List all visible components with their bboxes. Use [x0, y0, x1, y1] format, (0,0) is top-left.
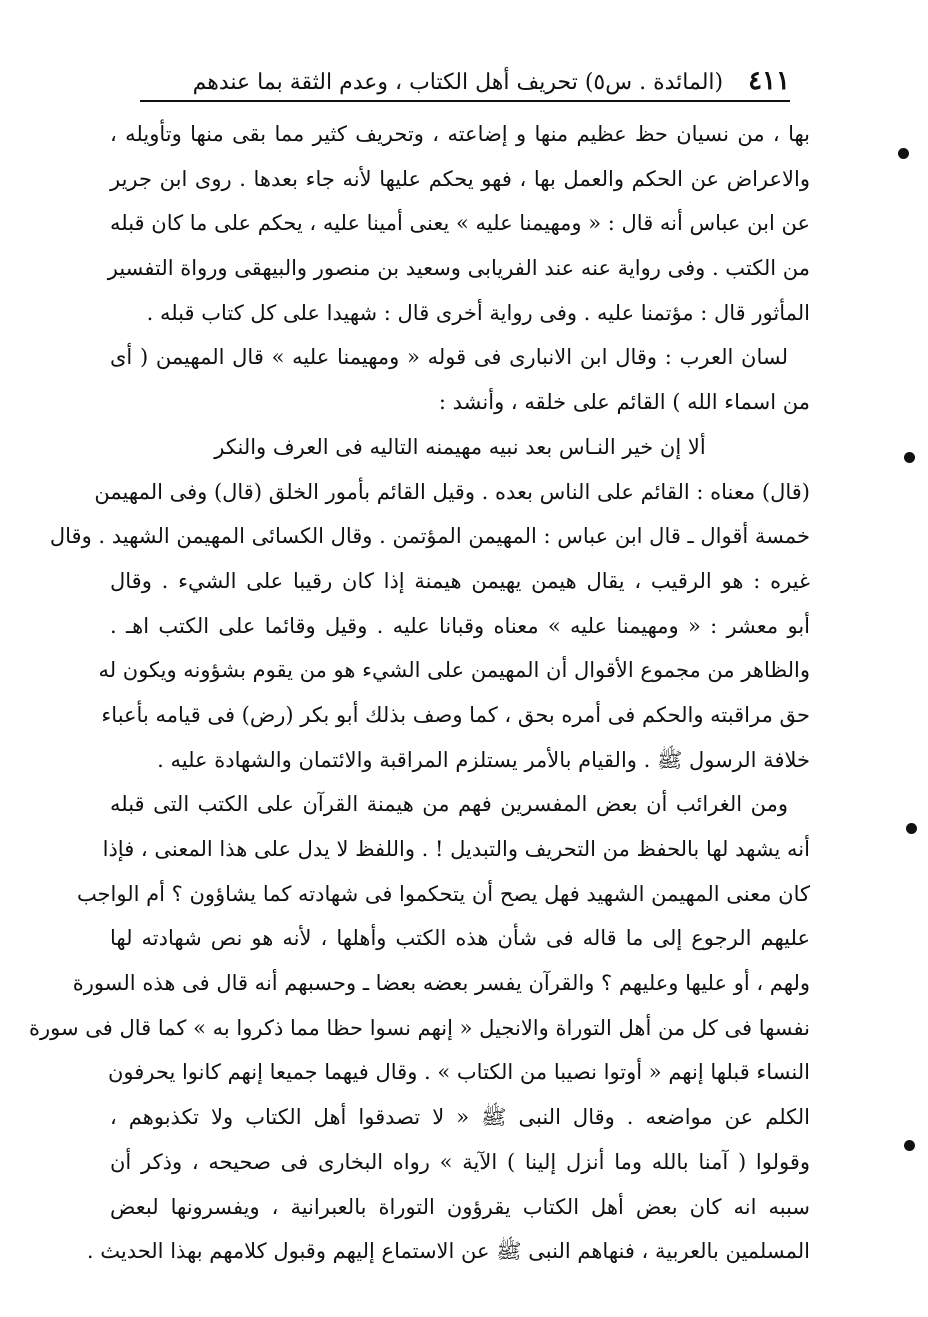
binding-hole-mark: [904, 1140, 915, 1151]
text-line: ولهم ، أو عليها وعليهم ؟ والقرآن يفسر بعضه بعضا ـ وحسبهم أنه قال فى هذه السورة: [72, 971, 810, 996]
text-line: المسلمين بالعربية ، فنهاهم النبى ﷺ عن الاستماع إليهم وقبول كلامهم بهذا الحديث .: [86, 1239, 810, 1264]
text-line: عن ابن عباس أنه قال : « ومهيمنا عليه » يعنى أمينا عليه ، يحكم على ما كان قبله: [110, 211, 810, 236]
text-line: الكلم عن مواضعه . وقال النبى ﷺ « لا تصدقوا أهل الكتاب ولا تكذبوهم ،: [110, 1105, 810, 1130]
poem-verse: ألا إن خير النـاس بعد نبيه مهيمنه التاليه فى العرف والنكر: [214, 434, 706, 459]
text-line: والظاهر من مجموع الأقوال أن المهيمن على الشيء هو من يقوم بشؤونه ويكون له: [98, 658, 810, 683]
text-line: سببه انه كان بعض أهل الكتاب يقرؤون التوراة بالعبرانية ، ويفسرونها لبعض: [110, 1194, 810, 1219]
running-header: [110, 62, 790, 100]
text-line: من اسماء الله ) القائم على خلقه ، وأنشد :: [438, 390, 810, 415]
page-number: ٤١١: [748, 66, 790, 96]
text-line: من الكتب . وفى رواية عنه عند الفريابى وسعيد بن منصور والبيهقى ورواة التفسير: [107, 256, 810, 281]
text-line: عليهم الرجوع إلى ما قاله فى شأن هذه الكتب وأهلها ، لأنه هو نص شهادته لها: [110, 926, 810, 951]
text-line: (قال) معناه : القائم على الناس بعده . وقيل القائم بأمور الخلق (قال) وفى المهيمن: [94, 479, 810, 504]
body-text: [29, 112, 810, 1274]
text-line: كان معنى المهيمن الشهيد فهل يصح أن يتحكموا فى شهادته كما يشاؤون ؟ أم الواجب: [76, 881, 810, 906]
text-line: والاعراض عن الحكم والعمل بها ، فهو يحكم عليها لأنه جاء بعدها . روى ابن جرير: [110, 166, 810, 191]
header-rule: [140, 100, 790, 102]
text-line: حق مراقبته والحكم فى أمره بحق ، كما وصف بذلك أبو بكر (رض) فى قيامه بأعباء: [101, 702, 810, 727]
text-line: ومن الغرائب أن بعض المفسرين فهم من هيمنة القرآن على الكتب التى قبله: [110, 792, 788, 817]
text-line: أبو معشر : « ومهيمنا عليه » معناه وقبانا عليه . وقيل وقائما على الكتب اهـ .: [110, 613, 810, 638]
text-line: المأثور قال : مؤتمنا عليه . وفى رواية أخرى قال : شهيدا على كل كتاب قبله .: [146, 300, 810, 325]
text-line: النساء قبلها إنهم « أوتوا نصيبا من الكتاب » . وقال فيهما جميعا إنهم كانوا يحرفون: [108, 1060, 810, 1085]
text-line: أنه يشهد لها بالحفظ من التحريف والتبديل ! . واللفظ لا يدل على هذا المعنى ، فإذا: [102, 837, 810, 861]
text-line: بها ، من نسيان حظ عظيم منها و إضاعته ، وتحريف كثير مما بقى منها وتأويله ،: [110, 122, 810, 146]
text-line: غيره : هو الرقيب ، يقال هيمن يهيمن هيمنة إذا كان رقيبا على الشيء . وقال: [110, 568, 810, 593]
text-line: لسان العرب : وقال ابن الانبارى فى قوله « ومهيمنا عليه » قال المهيمن ( أى: [110, 345, 788, 370]
binding-hole-mark: [906, 823, 917, 834]
text-line: وقولوا ( آمنا بالله وما أنزل إلينا ) الآية » رواه البخارى فى صحيحه ، وذكر أن: [110, 1149, 810, 1174]
binding-hole-mark: [898, 148, 909, 159]
text-line: نفسها فى كل من أهل التوراة والانجيل « إنهم نسوا حظا مما ذكروا به » كما قال فى سورة: [29, 1015, 810, 1040]
text-line: خمسة أقوال ـ قال ابن عباس : المهيمن المؤتمن . وقال الكسائى المهيمن الشهيد . وقال: [49, 524, 810, 549]
binding-hole-mark: [904, 452, 915, 463]
header-title: (المائدة . س٥) تحريف أهل الكتاب ، وعدم الثقة بما عندهم: [192, 70, 724, 95]
text-line: خلافة الرسول ﷺ . والقيام بالأمر يستلزم المراقبة والائتمان والشهادة عليه .: [157, 747, 810, 772]
